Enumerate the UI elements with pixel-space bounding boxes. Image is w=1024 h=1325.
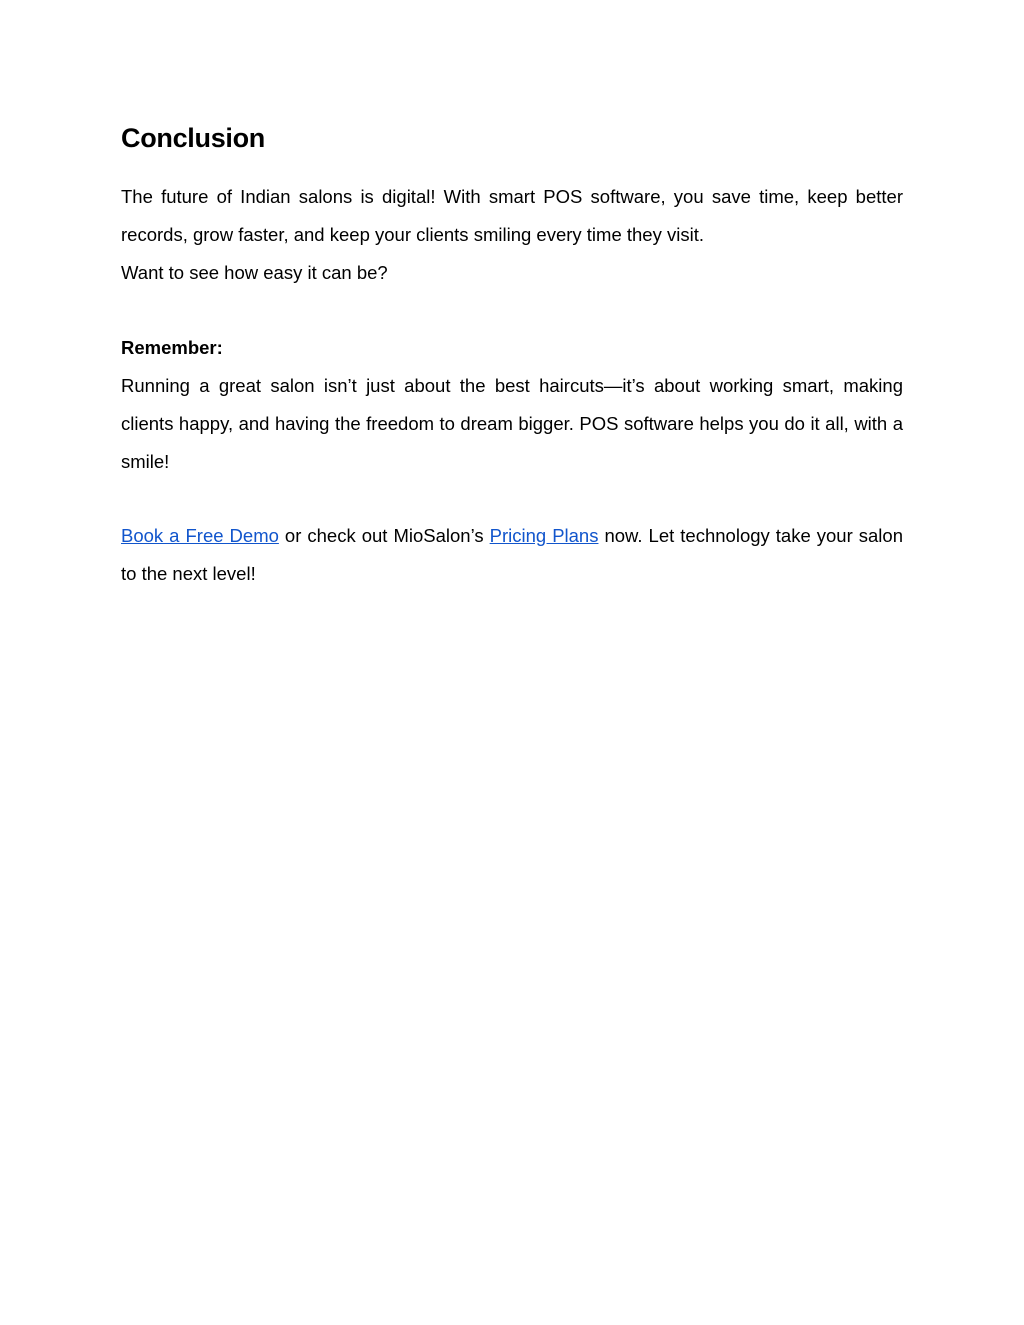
cta-paragraph [121,517,903,593]
pricing-plans-link[interactable]: Pricing Plans [489,525,599,546]
book-demo-link[interactable]: Book a Free Demo [121,525,279,546]
section-heading: Conclusion [121,123,265,153]
remember-label: Remember: [121,337,223,358]
remember-paragraph: Running a great salon isn’t just about the best haircuts—it’s about working smart, making clients happy, and having the freedom to dream bigger. POS software helps you do it all, with a smile! [121,375,903,472]
question-line: Want to see how easy it can be? [121,262,388,283]
intro-paragraph: The future of Indian salons is digital! With smart POS software, you save time, keep better records, grow faster, and keep your clients smiling every time they visit. [121,186,903,245]
cta-tail-text: now. Let technology take your salon to the next level! [121,525,903,584]
cta-middle-text: or check out MioSalon’s [278,525,490,546]
